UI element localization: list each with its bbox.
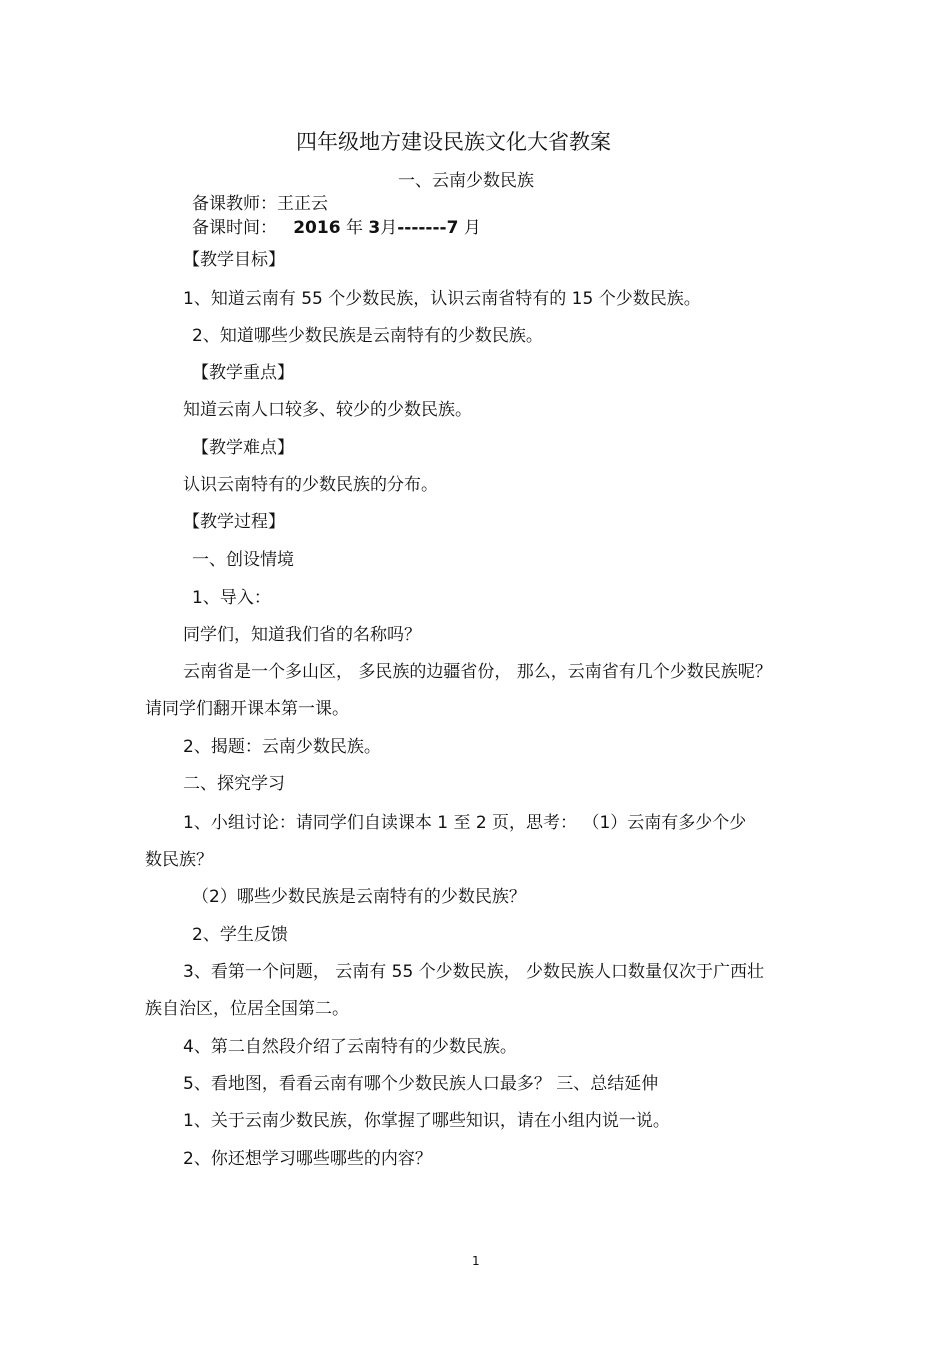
paragraph: 同学们，知道我们省的名称吗？ — [183, 625, 421, 645]
time-year-unit: 年 — [345, 218, 363, 238]
paragraph: 云南省是一个多山区， 多民族的边疆省份， 那么，云南省有几个少数民族呢？ — [183, 662, 772, 682]
page-number: 1 — [472, 1254, 480, 1268]
paragraph: 1、导入： — [192, 588, 271, 608]
heading-process: 【教学过程】 — [183, 512, 285, 532]
paragraph: 1、小组讨论：请同学们自读课本 1 至 2 页，思考： （1）云南有多少个少 — [183, 813, 747, 833]
time-year: 2016 — [293, 218, 341, 238]
paragraph: 1、知道云南有 55 个少数民族，认识云南省特有的 15 个少数民族。 — [183, 289, 701, 309]
document-subtitle: 一、云南少数民族 — [398, 171, 534, 191]
time-line — [192, 217, 481, 239]
paragraph: 2、揭题：云南少数民族。 — [183, 737, 381, 757]
time-label: 备课时间： — [192, 218, 277, 238]
paragraph: 族自治区，位居全国第二。 — [145, 999, 349, 1019]
heading-difficulty: 【教学难点】 — [192, 438, 294, 458]
paragraph: 请同学们翻开课本第一课。 — [145, 699, 349, 719]
time-month-start: 3 — [368, 218, 381, 238]
paragraph: 2、知道哪些少数民族是云南特有的少数民族。 — [192, 326, 543, 346]
heading-focus: 【教学重点】 — [192, 363, 294, 383]
paragraph: 3、看第一个问题， 云南有 55 个少数民族， 少数民族人口数量仅次于广西壮 — [183, 962, 765, 982]
section-heading: 一、创设情境 — [192, 550, 294, 570]
paragraph: 知道云南人口较多、较少的少数民族。 — [183, 400, 472, 420]
time-dash-end: -------7 — [397, 218, 459, 238]
paragraph: 2、学生反馈 — [192, 925, 288, 945]
time-month-end-unit: 月 — [463, 218, 481, 238]
time-month-unit: 月 — [380, 218, 398, 238]
document-title: 四年级地方建设民族文化大省教案 — [296, 130, 611, 154]
heading-goals: 【教学目标】 — [183, 250, 285, 270]
paragraph: 1、关于云南少数民族，你掌握了哪些知识，请在小组内说一说。 — [183, 1111, 670, 1131]
paragraph: 2、你还想学习哪些哪些的内容？ — [183, 1149, 432, 1169]
paragraph: 认识云南特有的少数民族的分布。 — [183, 475, 438, 495]
paragraph: 5、看地图，看看云南有哪个少数民族人口最多？ 三、总结延伸 — [183, 1074, 659, 1094]
paragraph: 数民族？ — [145, 850, 213, 870]
paragraph: 4、第二自然段介绍了云南特有的少数民族。 — [183, 1037, 517, 1057]
paragraph: （2）哪些少数民族是云南特有的少数民族？ — [192, 887, 526, 907]
section-heading: 二、探究学习 — [183, 774, 285, 794]
teacher-line: 备课教师：王正云 — [192, 194, 328, 214]
